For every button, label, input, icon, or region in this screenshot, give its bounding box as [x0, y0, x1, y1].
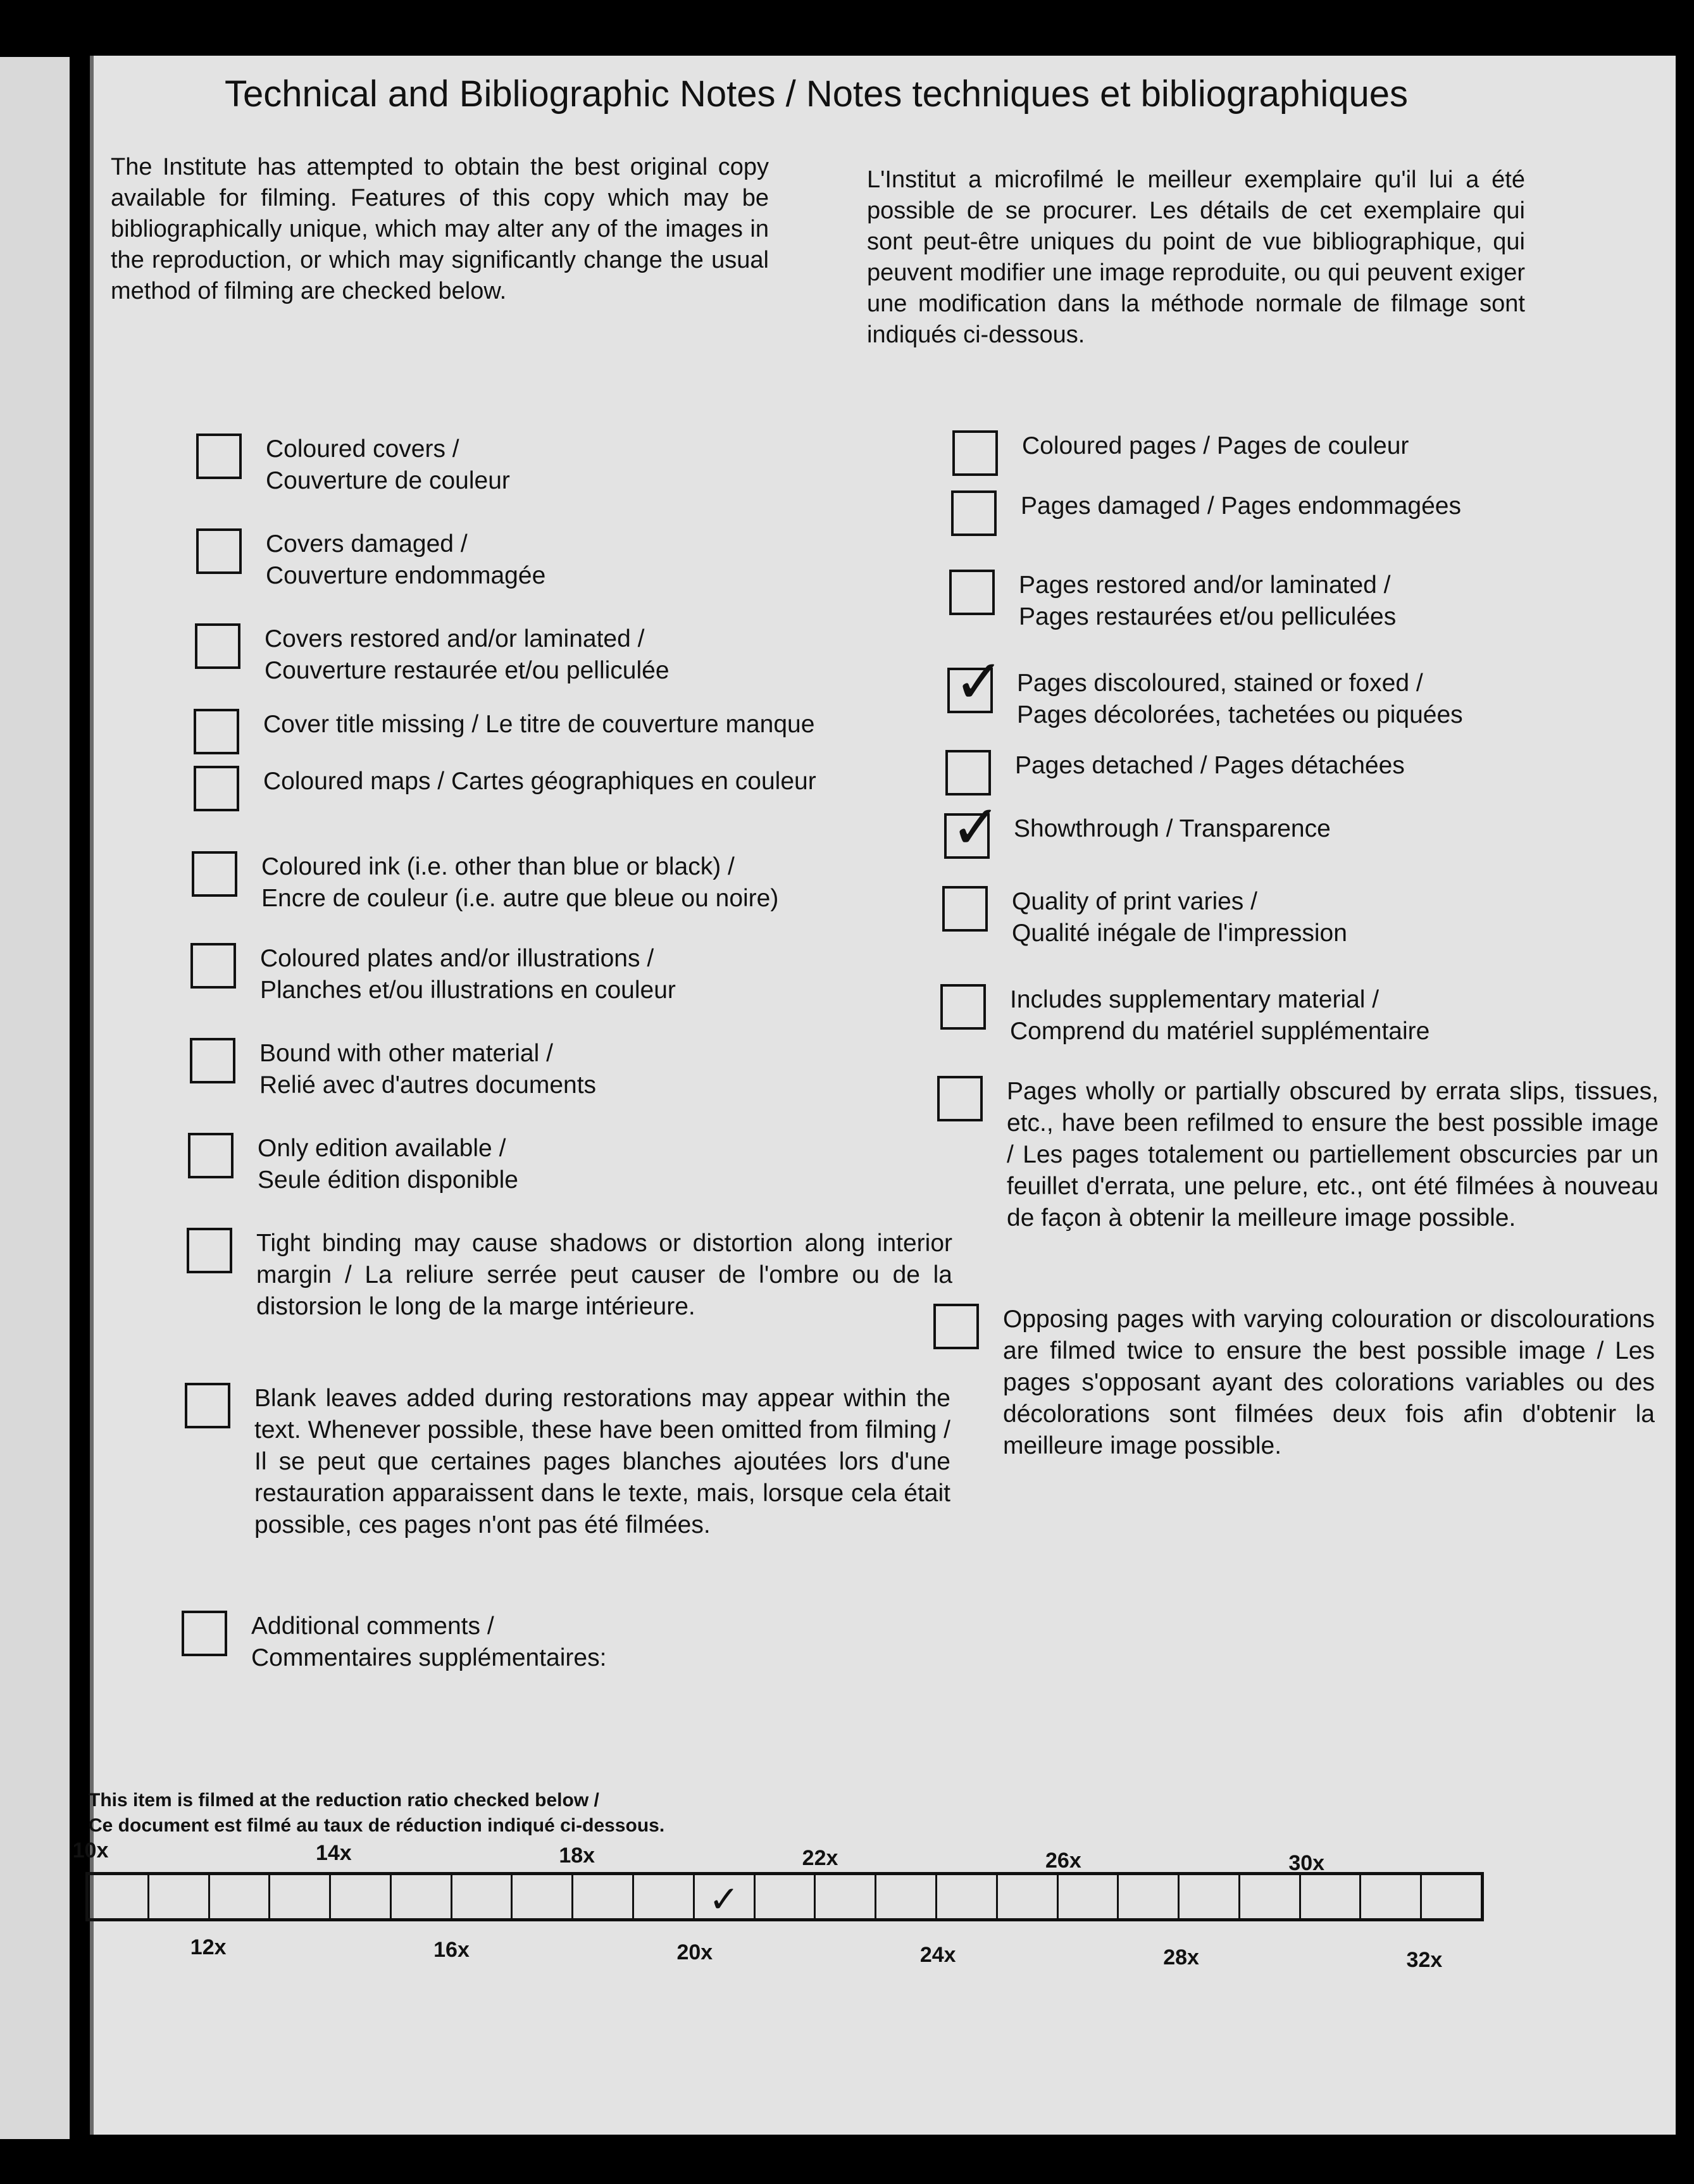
page-title: Technical and Bibliographic Notes / Notes techniques et bibliographiques: [225, 73, 1409, 115]
checkbox[interactable]: [952, 430, 998, 476]
scale-cell[interactable]: [1361, 1875, 1422, 1918]
checkbox-label: [1021, 490, 1672, 522]
scale-label-top: 14x: [315, 1841, 352, 1865]
label-line: Pages discoloured, stained or foxed /: [1017, 670, 1423, 697]
label-line: Coloured pages / Pages de couleur: [1022, 432, 1409, 459]
label-line: Pages restaurées et/ou pelliculées: [1019, 603, 1397, 630]
scale-cell[interactable]: [1301, 1875, 1362, 1918]
checkbox-label: [266, 434, 962, 497]
checkbox-label: [1014, 813, 1666, 845]
checkbox[interactable]: [196, 434, 242, 479]
scale-label-top: 18x: [559, 1844, 595, 1868]
scale-cell[interactable]: [210, 1875, 271, 1918]
checkbox-label: [1017, 668, 1669, 731]
label-line: Pages detached / Pages détachées: [1015, 752, 1405, 779]
label-line: Couverture restaurée et/ou pelliculée: [265, 657, 670, 684]
label-line: Only edition available /: [258, 1135, 506, 1162]
checkbox[interactable]: [196, 528, 242, 574]
check-mark-icon: ✓: [708, 1878, 740, 1921]
reduction-note-french: Ce document est filmé au taux de réduction indiqué ci-dessous.: [89, 1815, 665, 1836]
label-line: Planches et/ou illustrations en couleur: [260, 977, 676, 1004]
checkbox-label: [1012, 886, 1664, 949]
label-line: Pages restored and/or laminated /: [1019, 571, 1391, 599]
checkbox[interactable]: [951, 490, 997, 536]
label-line: Coloured covers /: [266, 435, 459, 463]
checkbox[interactable]: [182, 1611, 227, 1656]
scale-label-top: 22x: [802, 1846, 838, 1870]
checkbox[interactable]: [195, 623, 240, 669]
label-line: Coloured ink (i.e. other than blue or black) /: [261, 853, 735, 880]
checkbox-label: [256, 1228, 952, 1323]
label-line: Commentaires supplémentaires:: [251, 1644, 607, 1671]
scale-label-top: 10x: [72, 1838, 109, 1863]
label-line: Showthrough / Transparence: [1014, 815, 1331, 842]
checkbox-label: [254, 1383, 950, 1541]
label-line: Pages décolorées, tachetées ou piquées: [1017, 701, 1463, 728]
checkbox-label: [259, 1038, 956, 1101]
checkbox-label: [261, 851, 957, 914]
scale-cell[interactable]: [149, 1875, 210, 1918]
checkbox-label: [1003, 1304, 1655, 1462]
checkbox-label: [265, 623, 961, 687]
checkbox[interactable]: [947, 646, 1005, 717]
scale-cell[interactable]: [331, 1875, 392, 1918]
label-line: Includes supplementary material /: [1010, 986, 1379, 1013]
checkbox[interactable]: [190, 943, 236, 989]
intro-english: The Institute has attempted to obtain the best original copy available for filming. Features of this copy which may be bibliographically unique, which may alter any of the images in the reproduction, or which may significantly change the usual method of filming are checked below.: [111, 154, 769, 304]
checkbox[interactable]: [945, 750, 991, 796]
checkbox[interactable]: [194, 709, 239, 754]
scale-cell[interactable]: [756, 1875, 816, 1918]
label-line: Covers restored and/or laminated /: [265, 625, 645, 652]
label-line: Qualité inégale de l'impression: [1012, 920, 1347, 947]
label-line: Additional comments /: [251, 1613, 494, 1640]
checkbox[interactable]: [933, 1304, 979, 1349]
checkbox[interactable]: [944, 792, 1002, 863]
checkbox[interactable]: [940, 984, 986, 1030]
checkbox[interactable]: [190, 1038, 235, 1083]
checkbox-label: [251, 1611, 947, 1674]
checkbox-label: [263, 766, 959, 797]
checkbox-label: [1010, 984, 1662, 1047]
scale-label-bottom: 24x: [919, 1943, 956, 1967]
checkbox-label: [266, 528, 962, 592]
scale-cell[interactable]: [270, 1875, 331, 1918]
label-line: Tight binding may cause shadows or distortion along interior margin / La reliure serrée peut causer de l'ombre ou de la distorsion le long de la marge intérieure.: [256, 1230, 952, 1320]
reduction-ratio-note: [89, 1788, 664, 1838]
scale-label-bottom: 16x: [433, 1938, 470, 1962]
scale-label-bottom: 32x: [1406, 1948, 1443, 1972]
scale-cell[interactable]: [695, 1875, 756, 1921]
label-line: Encre de couleur (i.e. autre que bleue ou noire): [261, 885, 779, 912]
label-line: Couverture de couleur: [266, 467, 510, 494]
label-line: Coloured maps / Cartes géographiques en couleur: [263, 768, 816, 795]
label-line: Seule édition disponible: [258, 1166, 518, 1194]
scale-cell[interactable]: [1119, 1875, 1180, 1918]
label-line: Bound with other material /: [259, 1040, 553, 1067]
reduction-note-english: This item is filmed at the reduction ratio checked below /: [89, 1790, 599, 1811]
checkbox-label: [263, 709, 959, 740]
checkbox-label: [258, 1133, 954, 1196]
scale-cell[interactable]: [513, 1875, 573, 1918]
scale-cell[interactable]: [634, 1875, 695, 1918]
checkbox-label: [1015, 750, 1667, 782]
reduction-scale: [85, 1872, 1484, 1921]
scale-cell[interactable]: [816, 1875, 876, 1918]
scale-label-top: 26x: [1045, 1849, 1081, 1873]
checkbox[interactable]: [194, 766, 239, 811]
checkbox[interactable]: [949, 570, 995, 615]
label-line: Pages damaged / Pages endommagées: [1021, 492, 1461, 520]
label-line: Blank leaves added during restorations may appear within the text. Whenever possible, these have been omitted from filming / Il se peut que certaines pages blanches ajoutées lors d'une restauration apparaissent dans le texte, mais, lorsque cela était possible, ces pages n'ont pas été filmées.: [254, 1385, 950, 1538]
label-line: Cover title missing / Le titre de couverture manque: [263, 711, 815, 738]
scale-cell[interactable]: [998, 1875, 1059, 1918]
checkbox-label: [1019, 570, 1671, 633]
checkbox[interactable]: [185, 1383, 230, 1428]
scale-cell[interactable]: [573, 1875, 634, 1918]
scale-label-top: 30x: [1288, 1851, 1325, 1875]
scale-cell[interactable]: [392, 1875, 452, 1918]
scale-label-bottom: 20x: [676, 1940, 713, 1964]
checkbox[interactable]: [942, 886, 988, 932]
checkbox[interactable]: [937, 1076, 983, 1121]
scale-label-bottom: 28x: [1163, 1945, 1199, 1969]
checkbox-label: [260, 943, 956, 1006]
label-line: Quality of print varies /: [1012, 888, 1257, 915]
checkbox-label: [1007, 1076, 1659, 1234]
scale-cell[interactable]: [1180, 1875, 1240, 1918]
label-line: Opposing pages with varying colouration or discolourations are filmed twice to ensure the best possible image / Les pages s'opposant ayant des colorations variables ou des décolorations sont filmées deux fois afin d'obtenir la meilleure image possible.: [1003, 1306, 1655, 1459]
intro-french: L'Institut a microfilmé le meilleur exemplaire qu'il lui a été possible de se procurer. Les détails de cet exemplaire qui sont peut-être uniques du point de vue bibliographique, qui peuvent modifier une image reproduite, ou qui peuvent exiger une modification dans la méthode normale de filmage sont indiqués ci-dessous.: [867, 166, 1525, 348]
label-line: Pages wholly or partially obscured by errata slips, tissues, etc., have been refilmed to ensure the best possible image / Les pages totalement ou partiellement obscurcies par un feuillet d'errata, une pelure, etc., ont été filmées à nouveau de façon à obtenir la meilleure image possible.: [1007, 1078, 1659, 1232]
scale-cell[interactable]: [452, 1875, 513, 1918]
scale-cell[interactable]: [1240, 1875, 1301, 1918]
scale-cell[interactable]: [1059, 1875, 1119, 1918]
facing-page-edge: [0, 57, 70, 2139]
checkbox[interactable]: [188, 1133, 234, 1178]
scale-cell[interactable]: [876, 1875, 937, 1918]
label-line: Couverture endommagée: [266, 562, 546, 589]
label-line: Coloured plates and/or illustrations /: [260, 945, 654, 972]
checkbox[interactable]: [192, 851, 237, 897]
label-line: Comprend du matériel supplémentaire: [1010, 1018, 1430, 1045]
check-mark-icon: ✓: [954, 646, 1005, 717]
check-mark-icon: ✓: [950, 792, 1002, 863]
scale-cell[interactable]: [1422, 1875, 1481, 1918]
label-line: Relié avec d'autres documents: [259, 1071, 597, 1099]
scale-cell[interactable]: [937, 1875, 998, 1918]
checkbox[interactable]: [187, 1228, 232, 1273]
scale-label-bottom: 12x: [190, 1935, 227, 1959]
scale-cell[interactable]: [89, 1875, 149, 1918]
checkbox-label: [1022, 430, 1674, 462]
label-line: Covers damaged /: [266, 530, 468, 558]
